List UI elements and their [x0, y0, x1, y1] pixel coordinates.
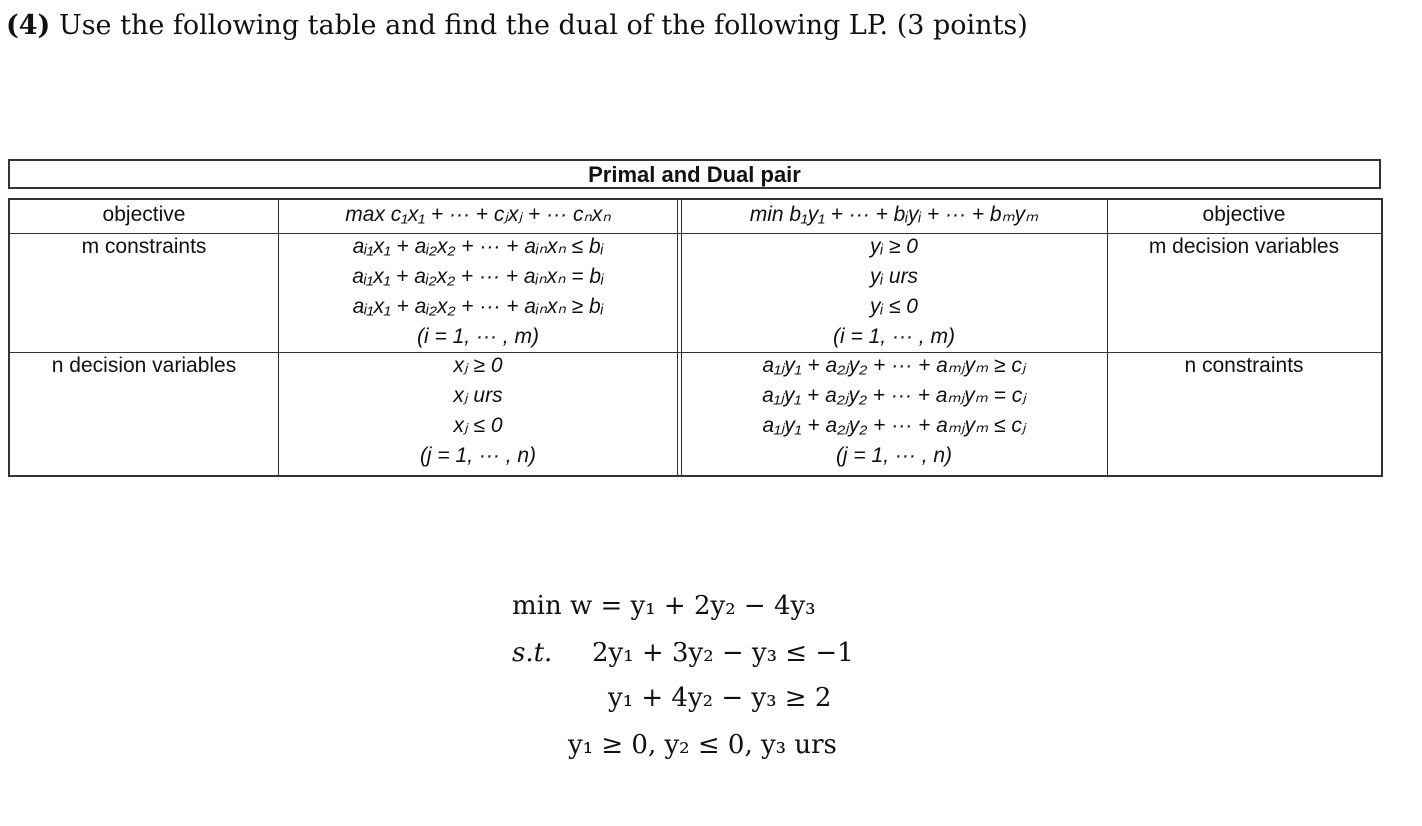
constraints-count-label: n constraints — [1184, 354, 1304, 377]
dual-variable-index: (i = 1, ··· , m) — [833, 325, 955, 348]
header-primal-cell — [278, 200, 678, 230]
dual-constraint-ge: a₁ⱼy₁ + a₂ⱼy₂ + ··· + aₘⱼyₘ ≥ cⱼ — [762, 354, 1026, 377]
dual-constraint-eq: a₁ⱼy₁ + a₂ⱼy₂ + ··· + aₘⱼyₘ = cⱼ — [762, 384, 1026, 407]
primal-variable-urs: xⱼ urs — [453, 384, 503, 407]
primal-dual-table — [8, 198, 1383, 477]
variables-label: n decision variables — [51, 354, 237, 377]
variables-left-cell — [10, 351, 278, 381]
constraints-primal-cell — [278, 232, 678, 352]
constraints-label: m constraints — [81, 235, 207, 258]
constraints-right-cell — [1107, 232, 1381, 262]
variables-dual-cell — [681, 351, 1107, 471]
variables-right-cell — [1107, 351, 1381, 381]
question-heading — [6, 10, 1028, 41]
variables-primal-cell — [278, 351, 678, 471]
question-number: (4) — [6, 10, 51, 41]
lp-objective: min w = y₁ + 2y₂ − 4y₃ — [512, 591, 816, 621]
primal-objective: max c₁x₁ + ··· + cⱼxⱼ + ··· cₙxₙ — [345, 203, 611, 226]
primal-constraint-index: (i = 1, ··· , m) — [417, 325, 539, 348]
header-left-cell — [10, 200, 278, 230]
decision-variables-label: m decision variables — [1148, 235, 1340, 258]
header-right: objective — [1202, 203, 1286, 226]
constraints-left-cell — [10, 232, 278, 262]
question-text: Use the following table and find the dual of the following LP. (3 points) — [58, 10, 1028, 41]
dual-variable-urs: yᵢ urs — [869, 265, 919, 288]
dual-objective: min b₁y₁ + ··· + bᵢyᵢ + ··· + bₘyₘ — [749, 203, 1039, 226]
constraints-dual-cell — [681, 232, 1107, 352]
primal-variable-index: (j = 1, ··· , n) — [419, 444, 537, 467]
lp-constraint-1: 2y₁ + 3y₂ − y₃ ≤ −1 — [592, 638, 854, 668]
primal-constraint-ge: aᵢ₁x₁ + aᵢ₂x₂ + ··· + aᵢₙxₙ ≥ bᵢ — [352, 295, 604, 318]
dual-constraint-le: a₁ⱼy₁ + a₂ⱼy₂ + ··· + aₘⱼyₘ ≤ cⱼ — [762, 414, 1026, 437]
lp-sign-restrictions: y₁ ≥ 0, y₂ ≤ 0, y₃ urs — [568, 730, 837, 760]
lp-st-label: s.t. — [512, 638, 553, 668]
header-left: objective — [102, 203, 186, 226]
header-right-cell — [1107, 200, 1381, 230]
primal-constraint-le: aᵢ₁x₁ + aᵢ₂x₂ + ··· + aᵢₙxₙ ≤ bᵢ — [352, 235, 604, 258]
lp-constraint-2: y₁ + 4y₂ − y₃ ≥ 2 — [608, 683, 832, 713]
dual-variable-nonpos: yᵢ ≤ 0 — [870, 295, 918, 318]
primal-constraint-eq: aᵢ₁x₁ + aᵢ₂x₂ + ··· + aᵢₙxₙ = bᵢ — [352, 265, 604, 288]
primal-variable-nonpos: xⱼ ≤ 0 — [453, 414, 503, 437]
dual-constraint-index: (j = 1, ··· , n) — [835, 444, 953, 467]
dual-variable-nonneg: yᵢ ≥ 0 — [870, 235, 918, 258]
primal-variable-nonneg: xⱼ ≥ 0 — [453, 354, 503, 377]
header-dual-cell — [681, 200, 1107, 230]
table-caption: Primal and Dual pair — [8, 159, 1381, 189]
